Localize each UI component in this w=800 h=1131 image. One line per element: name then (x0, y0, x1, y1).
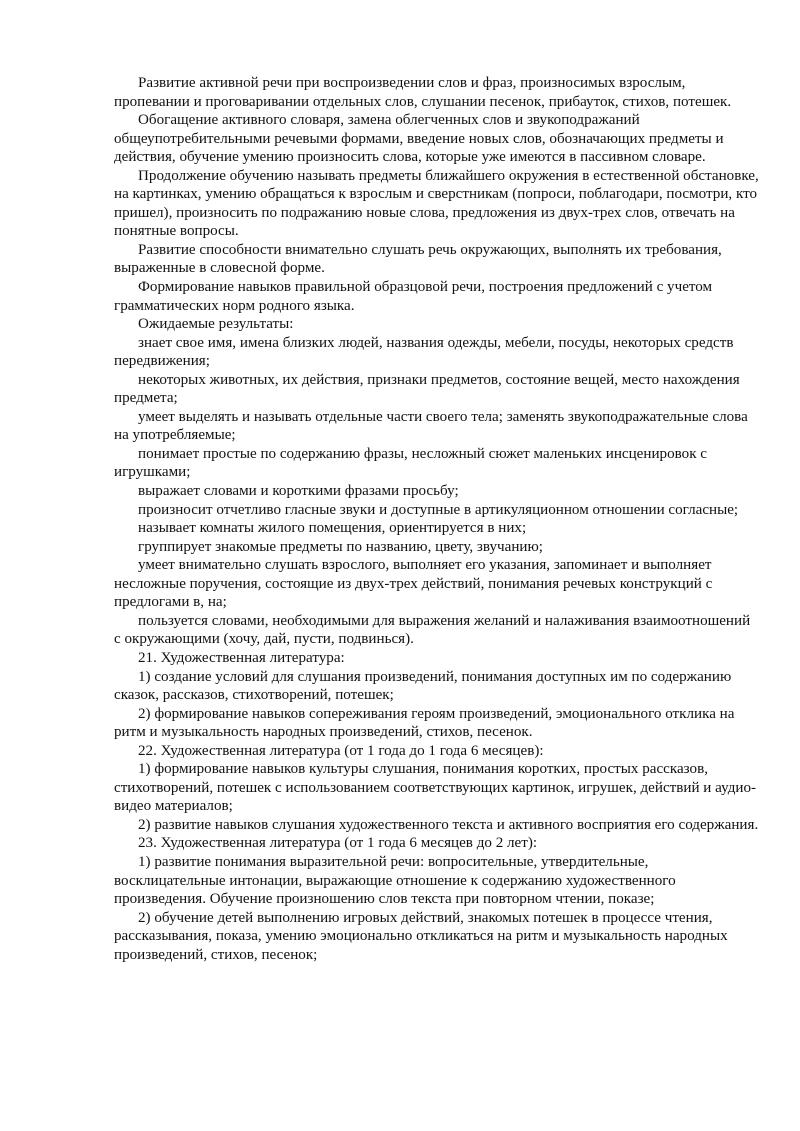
document-page (114, 74, 759, 964)
section-heading-23: 23. Художественная литература (от 1 года 6 месяцев до 2 лет): (138, 835, 538, 852)
section-heading-21: 21. Художественная литература: (138, 649, 345, 666)
section-heading-22: 22. Художественная литература (от 1 года до 1 года 6 месяцев): (138, 742, 544, 759)
section-21-item: 2) формирование навыков сопереживания героям произведений, эмоционального отклика на ритм и музыкальность народных произведений, стихов, песенок. (114, 705, 735, 741)
section-23-item: 1) развитие понимания выразительной речи: вопросительные, утвердительные, восклицательные интонации, выражающие отношение к содержанию художественного произведения. Обучение произношению слов текста при повторном чтении, показе; (114, 853, 676, 908)
paragraph-vocabulary-enrichment: Обогащение активного словаря, замена облегченных слов и звукоподражаний общеупотребительными речевыми формами, введение новых слов, обозначающих предметы и действия, обучение умению произносить слова, которые уже имеются в пассивном словаре. (114, 112, 724, 166)
section-23-item: 2) обучение детей выполнению игровых действий, знакомых потешек в процессе чтения, рассказывания, показа, умению эмоционально откликаться на ритм и музыкальность народных произведений, стихов, песенок; (114, 909, 728, 963)
section-22-item: 1) формирование навыков культуры слушания, понимания коротких, простых рассказов, стихотворений, потешек с использованием соответствующих картинок, игрушек, действий и аудио-видео материалов; (114, 761, 757, 815)
result-item: произносит отчетливо гласные звуки и доступные в артикуляционном отношении согласные; (138, 501, 739, 518)
result-item: умеет выделять и называть отдельные части своего тела; заменять звукоподражательные слова на употребляемые; (114, 408, 748, 444)
result-item: называет комнаты жилого помещения, ориентируется в них; (138, 520, 527, 537)
result-item: некоторых животных, их действия, признаки предметов, состояние вещей, место нахождения предмета; (114, 371, 740, 407)
paragraph-listening-ability: Развитие способности внимательно слушать речь окружающих, выполнять их требования, выраженные в словесной форме. (114, 241, 722, 277)
section-21-item: 1) создание условий для слушания произведений, понимания доступных им по содержанию сказок, рассказов, стихотворений, потешек; (114, 668, 732, 704)
result-item: пользуется словами, необходимыми для выражения желаний и налаживания взаимоотношений с окружающими (хочу, дай, пусти, подвинься). (114, 612, 751, 648)
section-22-item: 2) развитие навыков слушания художественного текста и активного восприятия его содержания. (138, 816, 759, 833)
paragraph-expected-results-heading: Ожидаемые результаты: (138, 316, 294, 333)
paragraph-correct-speech: Формирование навыков правильной образцовой речи, построения предложений с учетом грамматических норм родного языка. (114, 279, 713, 314)
result-item: понимает простые по содержанию фразы, несложный сюжет маленьких инсценировок с игрушками; (114, 445, 708, 481)
result-item: группирует знакомые предметы по названию, цвету, звучанию; (138, 538, 543, 555)
result-item: выражает словами и короткими фразами просьбу; (138, 483, 459, 500)
paragraph-speech-development: Развитие активной речи при воспроизведении слов и фраз, произносимых взрослым, пропевании и проговаривании отдельных слов, слушании песенок, прибауток, стихов, потешек. (114, 75, 732, 110)
result-item: умеет внимательно слушать взрослого, выполняет его указания, запоминает и выполняет несложные поручения, состоящие из двух-трех действий, понимания речевых конструкций с предлогами в, на; (114, 557, 713, 611)
paragraph-naming-objects: Продолжение обучению называть предметы ближайшего окружения в естественной обстановке, на картинках, умению обращаться к взрослым и сверстникам (попроси, поблагодари, посмотри, кто пришел), произносить по подражанию новые слова, предложения из двух-трех слов, отвечать на понятные вопросы. (114, 167, 759, 240)
result-item: знает свое имя, имена близких людей, названия одежды, мебели, посуды, некоторых средств передвижения; (114, 334, 734, 370)
